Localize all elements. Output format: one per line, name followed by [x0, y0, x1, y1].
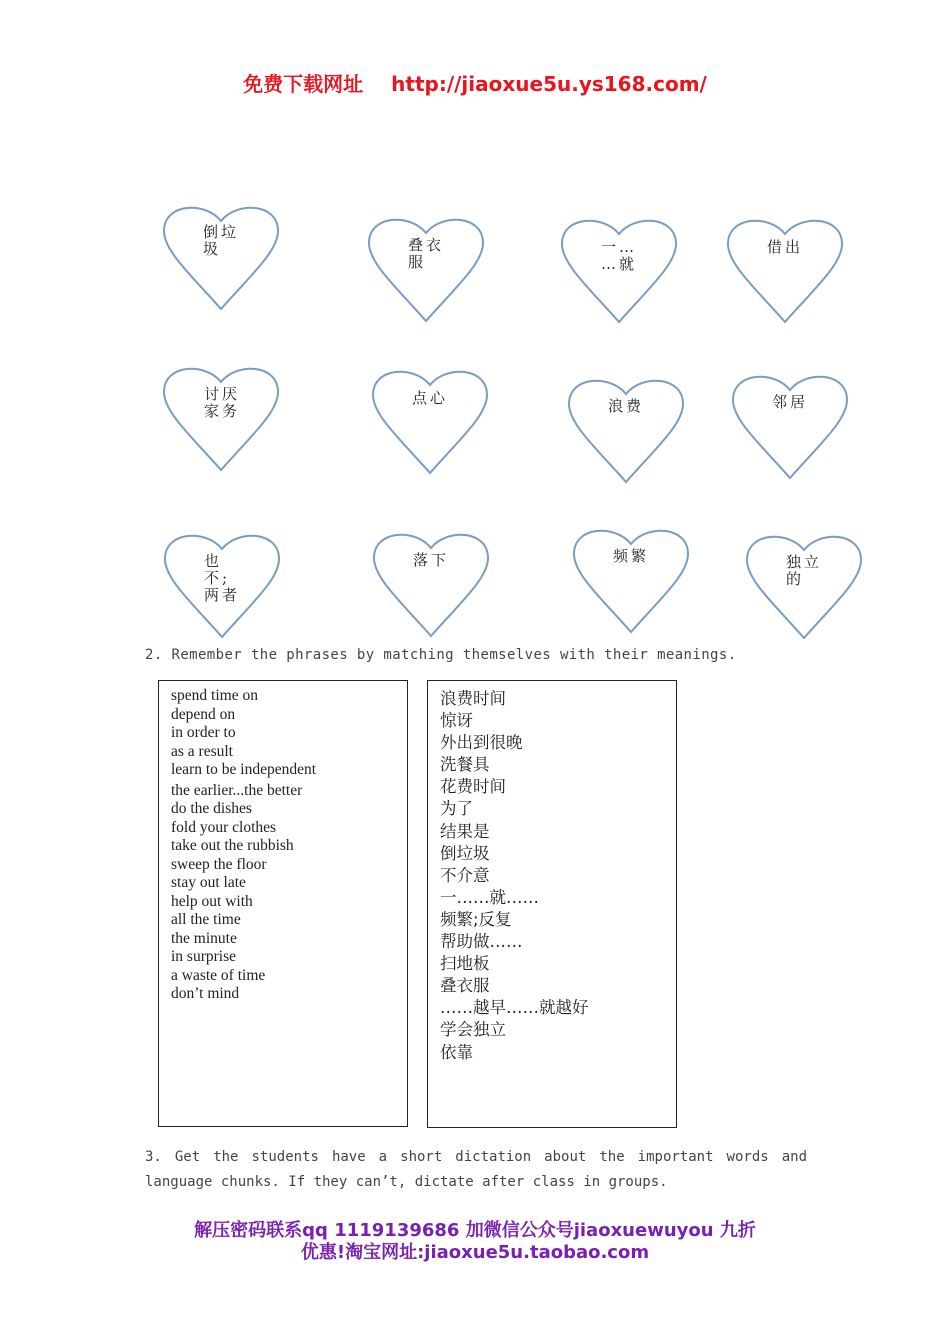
phrase-item: as a result	[171, 742, 233, 760]
heart-card	[371, 526, 491, 638]
heart-card	[559, 212, 679, 324]
meaning-item: ……越早……就越好	[440, 998, 589, 1018]
heart-card	[366, 211, 486, 323]
phrase-item: in order to	[171, 724, 236, 741]
footer-line-2: 优惠!淘宝网址:jiaoxue5u.taobao.com	[300, 1242, 650, 1263]
meaning-item: 惊讶	[440, 711, 473, 731]
phrase-item: help out with	[171, 892, 253, 910]
meaning-item: 依靠	[440, 1042, 473, 1062]
phrase-item: a waste of time	[171, 966, 266, 984]
meaning-item: 学会独立	[440, 1020, 506, 1040]
heart-card	[566, 372, 686, 484]
heart-label: 邻居	[772, 393, 809, 411]
meaning-item: 扫地板	[440, 954, 490, 974]
phrase-item: learn to be independent	[171, 761, 317, 778]
heart-label: 浪费	[608, 397, 645, 415]
heart-label: 独立 的	[786, 553, 823, 588]
meaning-item: 浪费时间	[440, 689, 506, 708]
meaning-item: 不介意	[440, 865, 490, 885]
heart-card	[161, 199, 281, 311]
heart-card	[370, 363, 490, 475]
heart-label: 叠衣 服	[408, 236, 445, 271]
meaning-item: 帮助做……	[440, 932, 523, 952]
meanings-box	[427, 680, 677, 1128]
heart-shape	[730, 368, 850, 480]
heart-shape	[571, 522, 691, 634]
heart-label: 落下	[413, 551, 450, 569]
heart-card	[730, 368, 850, 480]
footer-promo	[0, 1220, 950, 1264]
phrase-item: depend on	[171, 705, 236, 723]
heart-shape	[370, 363, 490, 475]
heart-label: 频繁	[613, 547, 650, 565]
heart-card	[571, 522, 691, 634]
meaning-item: 倒垃圾	[440, 843, 490, 863]
meaning-item: 外出到很晚	[440, 733, 523, 753]
phrase-item: all the time	[171, 911, 241, 928]
heart-shape	[566, 372, 686, 484]
heart-label: 也 不; 两者	[204, 552, 241, 604]
meaning-item: 花费时间	[440, 777, 506, 797]
heart-shape	[371, 526, 491, 638]
download-header	[0, 68, 950, 97]
heart-label: 借出	[767, 238, 804, 256]
meaning-item: 结果是	[440, 821, 490, 841]
meaning-item: 叠衣服	[440, 976, 490, 996]
heart-card	[725, 212, 845, 324]
heart-label: 倒垃 圾	[203, 223, 240, 258]
meaning-item: 一……就……	[440, 887, 539, 907]
phrase-item: the minute	[171, 929, 237, 947]
footer-line-1: 解压密码联系qq 1119139686 加微信公众号jiaoxuewuyou 九折	[194, 1220, 756, 1241]
heart-label: 讨厌 家务	[204, 385, 241, 420]
heart-shape	[725, 212, 845, 324]
heart-card	[161, 360, 281, 472]
phrase-item: spend time on	[171, 687, 258, 704]
heart-label: 一… …就	[601, 238, 638, 273]
task2-instruction: 2. Remember the phrases by matching themselves with their meanings.	[145, 647, 737, 663]
heart-label: 点心	[412, 389, 449, 407]
phrase-item: in surprise	[171, 948, 237, 965]
meaning-item: 为了	[440, 799, 473, 819]
header-url[interactable]: http://jiaoxue5u.ys168.com/	[391, 72, 707, 96]
task3-instruction: 3. Get the students have a short dictation about the important words and language chunks. If they can’t, dictate after class in groups.	[145, 1149, 807, 1190]
phrases-box	[158, 680, 408, 1127]
phrase-item: do the dishes	[171, 800, 252, 817]
phrase-item: take out the rubbish	[171, 837, 294, 854]
meaning-item: 洗餐具	[440, 755, 490, 775]
phrase-item: the earlier...the better	[171, 781, 303, 799]
heart-card	[744, 528, 864, 640]
phrase-item: fold your clothes	[171, 818, 277, 836]
heart-card	[162, 527, 282, 639]
phrase-item: sweep the floor	[171, 855, 267, 873]
meaning-item: 频繁;反复	[440, 909, 512, 929]
phrase-item: don’t mind	[171, 985, 240, 1002]
phrase-item: stay out late	[171, 874, 246, 891]
header-label: 免费下载网址	[243, 72, 364, 96]
